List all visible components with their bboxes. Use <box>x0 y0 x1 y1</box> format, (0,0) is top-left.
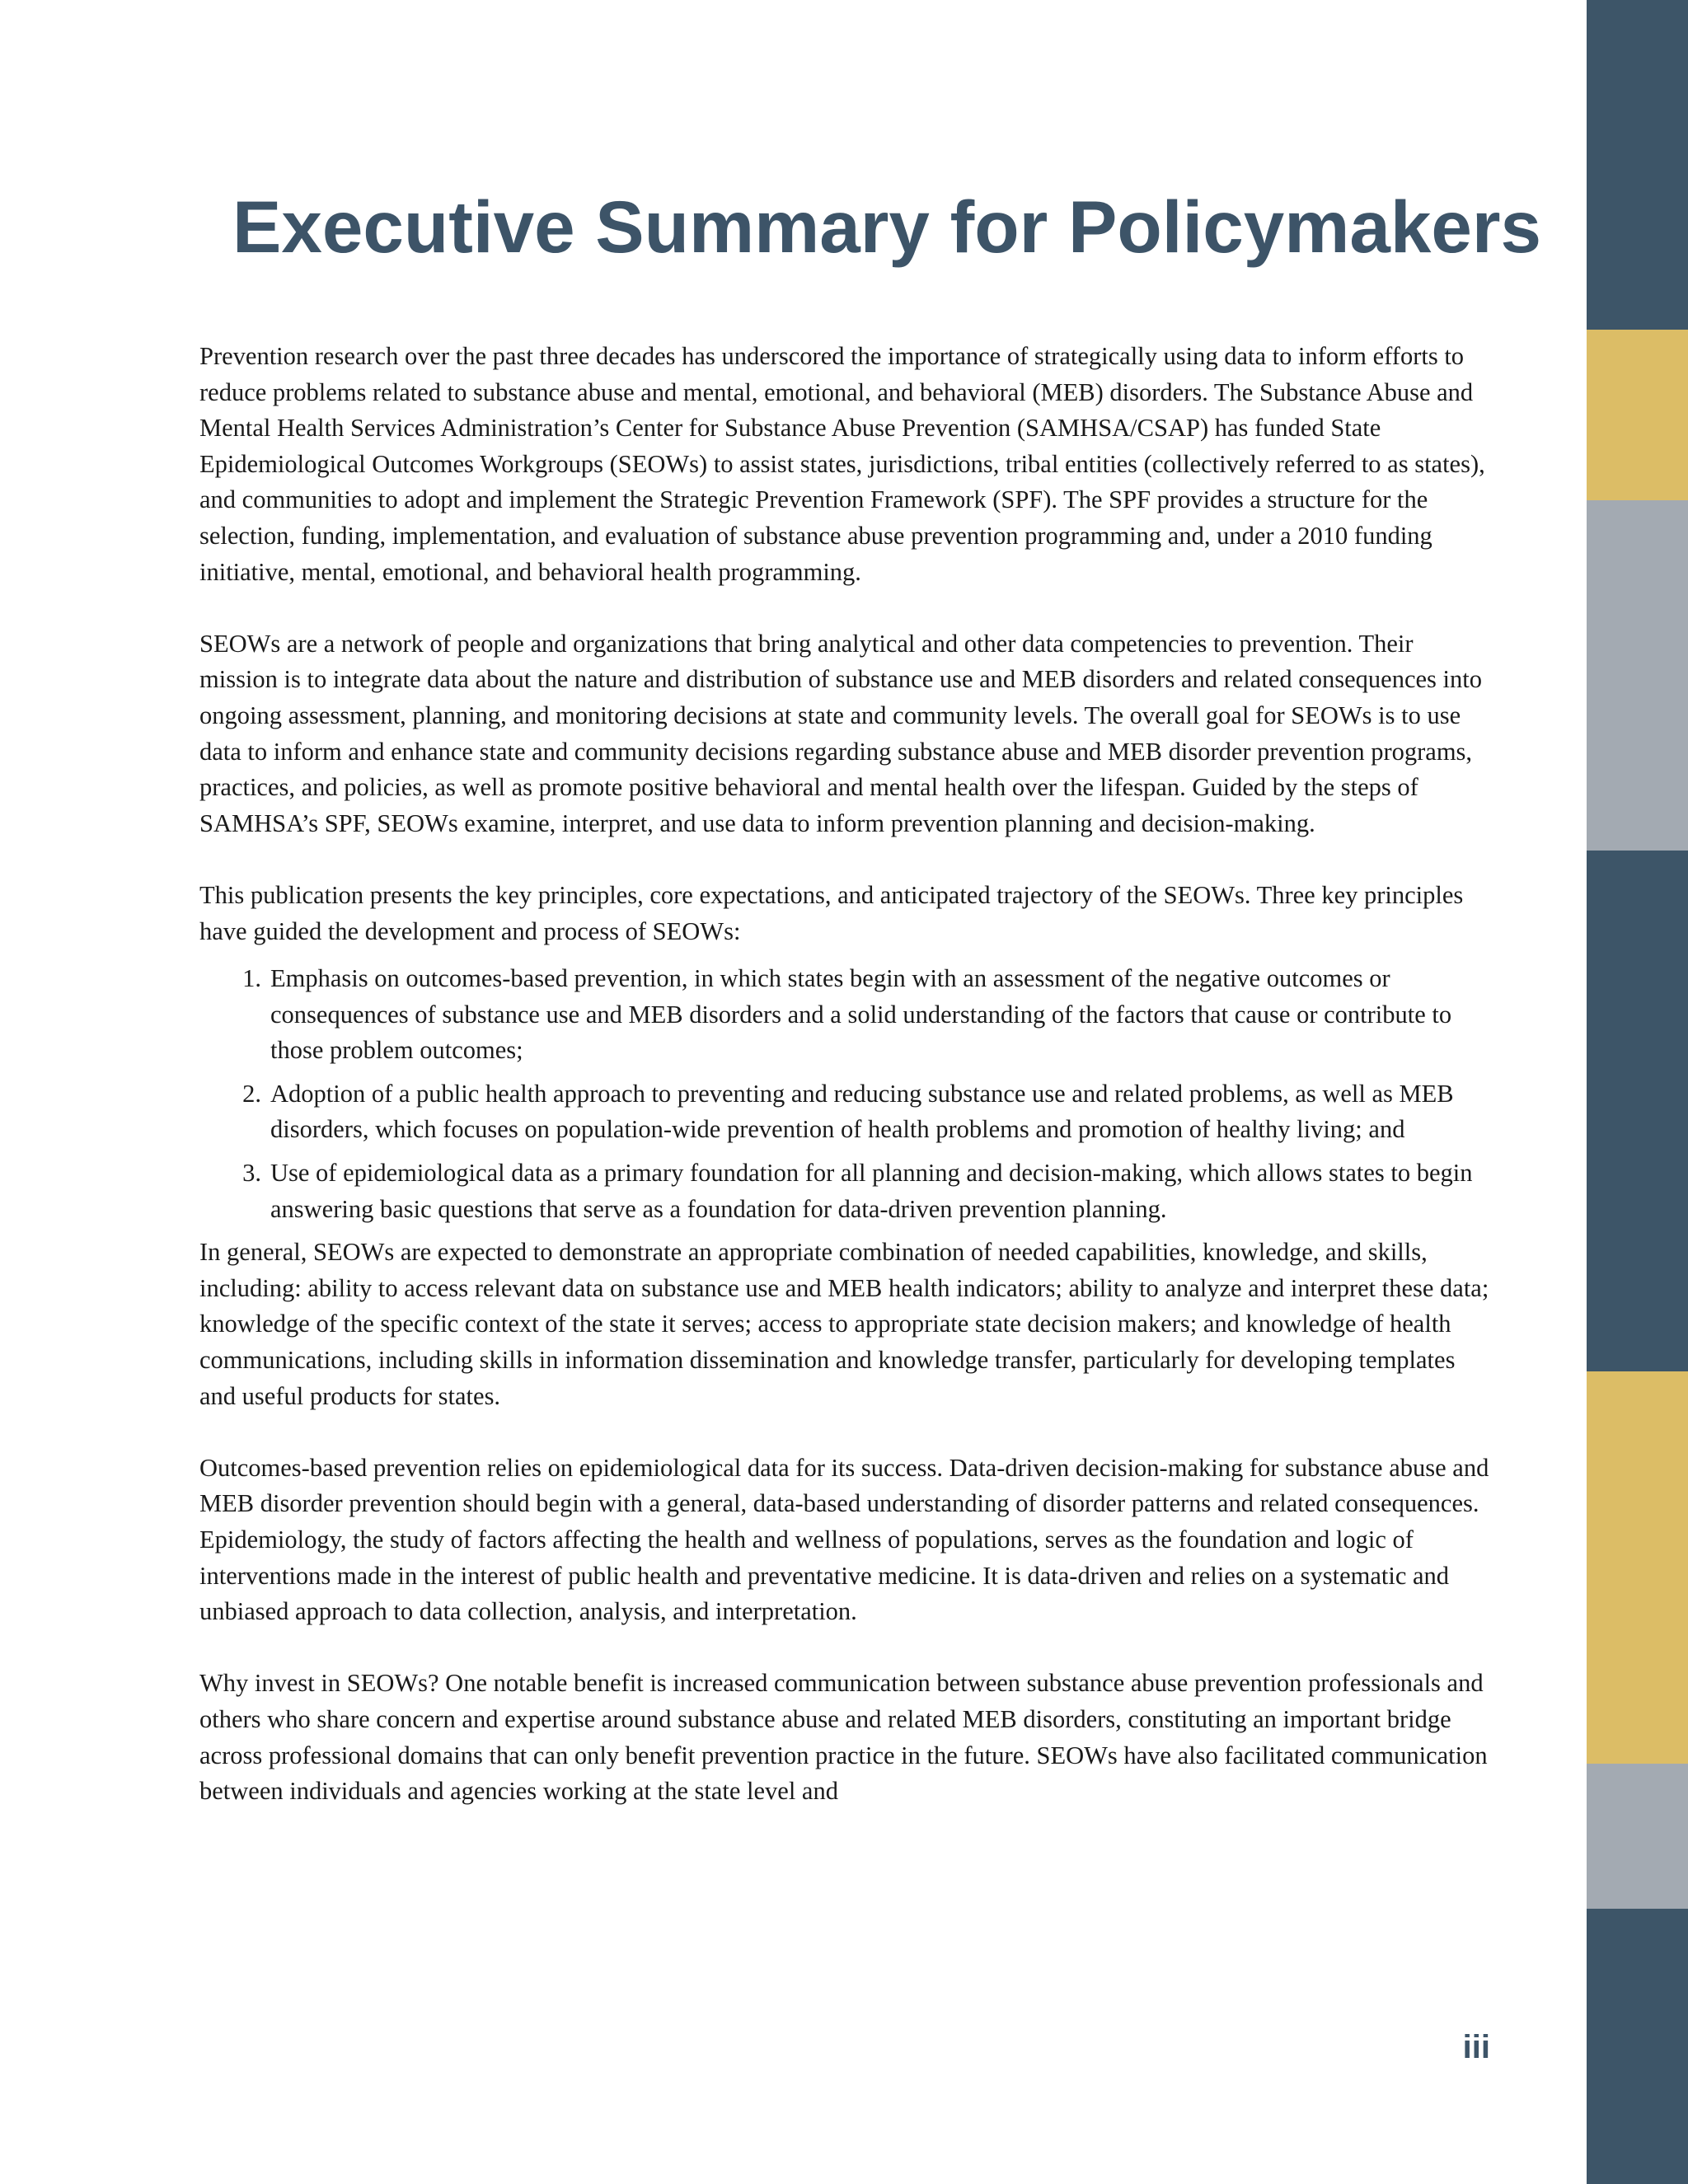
principles-intro-paragraph: This publication presents the key principles, core expectations, and anticipated trajectory of the SEOWs. Three key principles have guided the development and process of SEOWs: <box>199 880 1464 945</box>
page-title: Executive Summary for Policymakers <box>232 185 1541 268</box>
side-band-dark-2 <box>1587 851 1688 1371</box>
side-band-dark-3 <box>1587 1909 1688 2184</box>
body-text <box>199 339 1493 1845</box>
list-item-number: 2. <box>242 1079 261 1108</box>
side-band-gray-2 <box>1587 1764 1688 1909</box>
seow-mission-paragraph: SEOWs are a network of people and organizations that bring analytical and other data competencies to prevention. Their mission is to integrate data about the nature and distribution of substance use and MEB disorders and related consequences into ongoing assessment, planning, and monitoring decisions at state and community levels. The overall goal for SEOWs is to use data to inform and enhance state and community decisions regarding substance abuse and MEB disorder prevention programs, practices, and policies, as well as promote positive behavioral and mental health over the lifespan. Guided by the steps of SAMHSA’s SPF, SEOWs examine, interpret, and use data to inform prevention planning and decision-making. <box>199 629 1482 837</box>
list-item-text: Adoption of a public health approach to preventing and reducing substance use and related problems, as well as MEB disorders, which focuses on population-wide prevention of health problems and promotion of healthy living; and <box>270 1079 1454 1144</box>
list-item <box>199 1155 1493 1227</box>
list-item-number: 1. <box>242 964 261 993</box>
list-item <box>199 1076 1493 1148</box>
list-item-text: Emphasis on outcomes-based prevention, in which states begin with an assessment of the negative outcomes or consequences of substance use and MEB disorders and a solid understanding of the factors that cause or contribute to those problem outcomes; <box>270 964 1452 1065</box>
page-number: iii <box>1462 2029 1490 2065</box>
principles-list <box>199 961 1493 1227</box>
side-band-dark-1 <box>1587 0 1688 330</box>
side-band-gold-2 <box>1587 1371 1688 1764</box>
decorative-side-bar <box>1587 0 1688 2184</box>
capabilities-paragraph: In general, SEOWs are expected to demonstrate an appropriate combination of needed capabilities, knowledge, and skills, including: ability to access relevant data on substance use and MEB health indicators; ability to analyze and interpret these data; knowledge of the specific context of the state it serves; access to appropriate state decision makers; and knowledge of health communications, including skills in information dissemination and knowledge transfer, particularly for developing templates and useful products for states. <box>199 1238 1489 1410</box>
intro-paragraph: Prevention research over the past three decades has underscored the importance of strategically using data to inform efforts to reduce problems related to substance abuse and mental, emotional, and behavioral (MEB) disorders. The Substance Abuse and Mental Health Services Administration’s Center for Substance Abuse Prevention (SAMHSA/CSAP) has funded State Epidemiological Outcomes Workgroups (SEOWs) to assist states, jurisdictions, tribal entities (collectively referred to as states), and communities to adopt and implement the Strategic Prevention Framework (SPF). The SPF provides a structure for the selection, funding, implementation, and evaluation of substance abuse prevention programming and, under a 2010 funding initiative, mental, emotional, and behavioral health programming. <box>199 342 1485 586</box>
list-item-text: Use of epidemiological data as a primary foundation for all planning and decision-making, which allows states to begin answering basic questions that serve as a foundation for data-driven prevention planning. <box>270 1159 1473 1223</box>
outcomes-paragraph: Outcomes-based prevention relies on epidemiological data for its success. Data-driven decision-making for substance abuse and MEB disorder prevention should begin with a general, data-based understanding of disorder patterns and related consequences. Epidemiology, the study of factors affecting the health and wellness of populations, serves as the foundation and logic of interventions made in the interest of public health and preventative medicine. It is data-driven and relies on a systematic and unbiased approach to data collection, analysis, and interpretation. <box>199 1453 1489 1626</box>
side-band-gold-1 <box>1587 330 1688 500</box>
list-item-number: 3. <box>242 1159 261 1188</box>
list-item <box>199 961 1493 1069</box>
why-invest-paragraph: Why invest in SEOWs? One notable benefit is increased communication between substance abuse prevention professionals and others who share concern and expertise around substance abuse and related MEB disorders, constituting an important bridge across professional domains that can only benefit prevention practice in the future. SEOWs have also facilitated communication between individuals and agencies working at the state level and <box>199 1669 1488 1806</box>
side-band-gray-1 <box>1587 500 1688 851</box>
